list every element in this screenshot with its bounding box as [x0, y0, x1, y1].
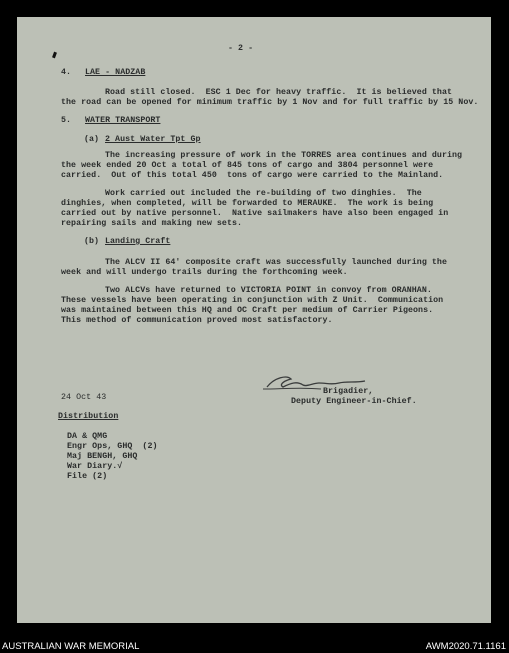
section-4-line-1: Road still closed. ESC 1 Dec for heavy traffic. It is believed that: [105, 88, 452, 97]
paragraph-a2-line: repairing sails and making new sets.: [61, 219, 243, 228]
paragraph-a1-line: carried. Out of this total 450 tons of cargo were carried to the Mainland.: [61, 171, 444, 180]
paragraph-a1-line: the week ended 20 Oct a total of 845 tons of cargo and 3804 personnel were: [61, 161, 434, 170]
paragraph-a2-line: carried out by native personnel. Native sailmakers have also been engaged in: [61, 209, 449, 218]
signature-rank: Brigadier,: [323, 387, 374, 396]
distribution-heading: Distribution: [58, 412, 119, 421]
distribution-item: Maj BENGH, GHQ: [67, 452, 138, 461]
distribution-item: War Diary.√: [67, 462, 123, 471]
signature-title: Deputy Engineer-in-Chief.: [291, 397, 417, 406]
distribution-item: Engr Ops, GHQ (2): [67, 442, 158, 451]
paragraph-b1-line: week and will undergo trails during the forthcoming week.: [61, 268, 348, 277]
paragraph-b2-line: These vessels have been operating in conjunction with Z Unit. Communication: [61, 296, 444, 305]
document-page: [17, 17, 491, 623]
subsection-a-label: (a): [84, 135, 100, 144]
distribution-item: File (2): [67, 472, 108, 481]
paragraph-b2-line: Two ALCVs have returned to VICTORIA POINT in convoy from ORANHAN.: [105, 286, 432, 295]
page-number: - 2 -: [228, 44, 254, 53]
paragraph-b2-line: This method of communication proved most satisfactory.: [61, 316, 333, 325]
archive-footer: [0, 640, 509, 653]
subsection-b-heading: Landing Craft: [105, 237, 171, 246]
footer-institution: AUSTRALIAN WAR MEMORIAL: [2, 641, 140, 652]
subsection-a-heading: 2 Aust Water Tpt Gp: [105, 135, 201, 144]
paragraph-a1-line: The increasing pressure of work in the TORRES area continues and during: [105, 151, 463, 160]
ink-mark: [52, 52, 57, 59]
section-4-heading: LAE - NADZAB: [85, 68, 146, 77]
paragraph-a2-line: dinghies, when completed, will be forwarded to MERAUKE. The work is being: [61, 199, 434, 208]
section-5-number: 5.: [61, 116, 72, 125]
subsection-b-label: (b): [84, 237, 100, 246]
document-date: 24 Oct 43: [61, 393, 107, 402]
section-4-line-2: the road can be opened for minimum traffic by 1 Nov and for full traffic by 15 Nov.: [61, 98, 479, 107]
footer-accession-number: AWM2020.71.1161: [425, 641, 506, 652]
paragraph-a2-line: Work carried out included the re-building of two dinghies. The: [105, 189, 422, 198]
distribution-item: DA & QMG: [67, 432, 108, 441]
paragraph-b1-line: The ALCV II 64' composite craft was successfully launched during the: [105, 258, 447, 267]
section-4-number: 4.: [61, 68, 72, 77]
section-5-heading: WATER TRANSPORT: [85, 116, 161, 125]
paragraph-b2-line: was maintained between this HQ and OC Craft per medium of Carrier Pigeons.: [61, 306, 434, 315]
